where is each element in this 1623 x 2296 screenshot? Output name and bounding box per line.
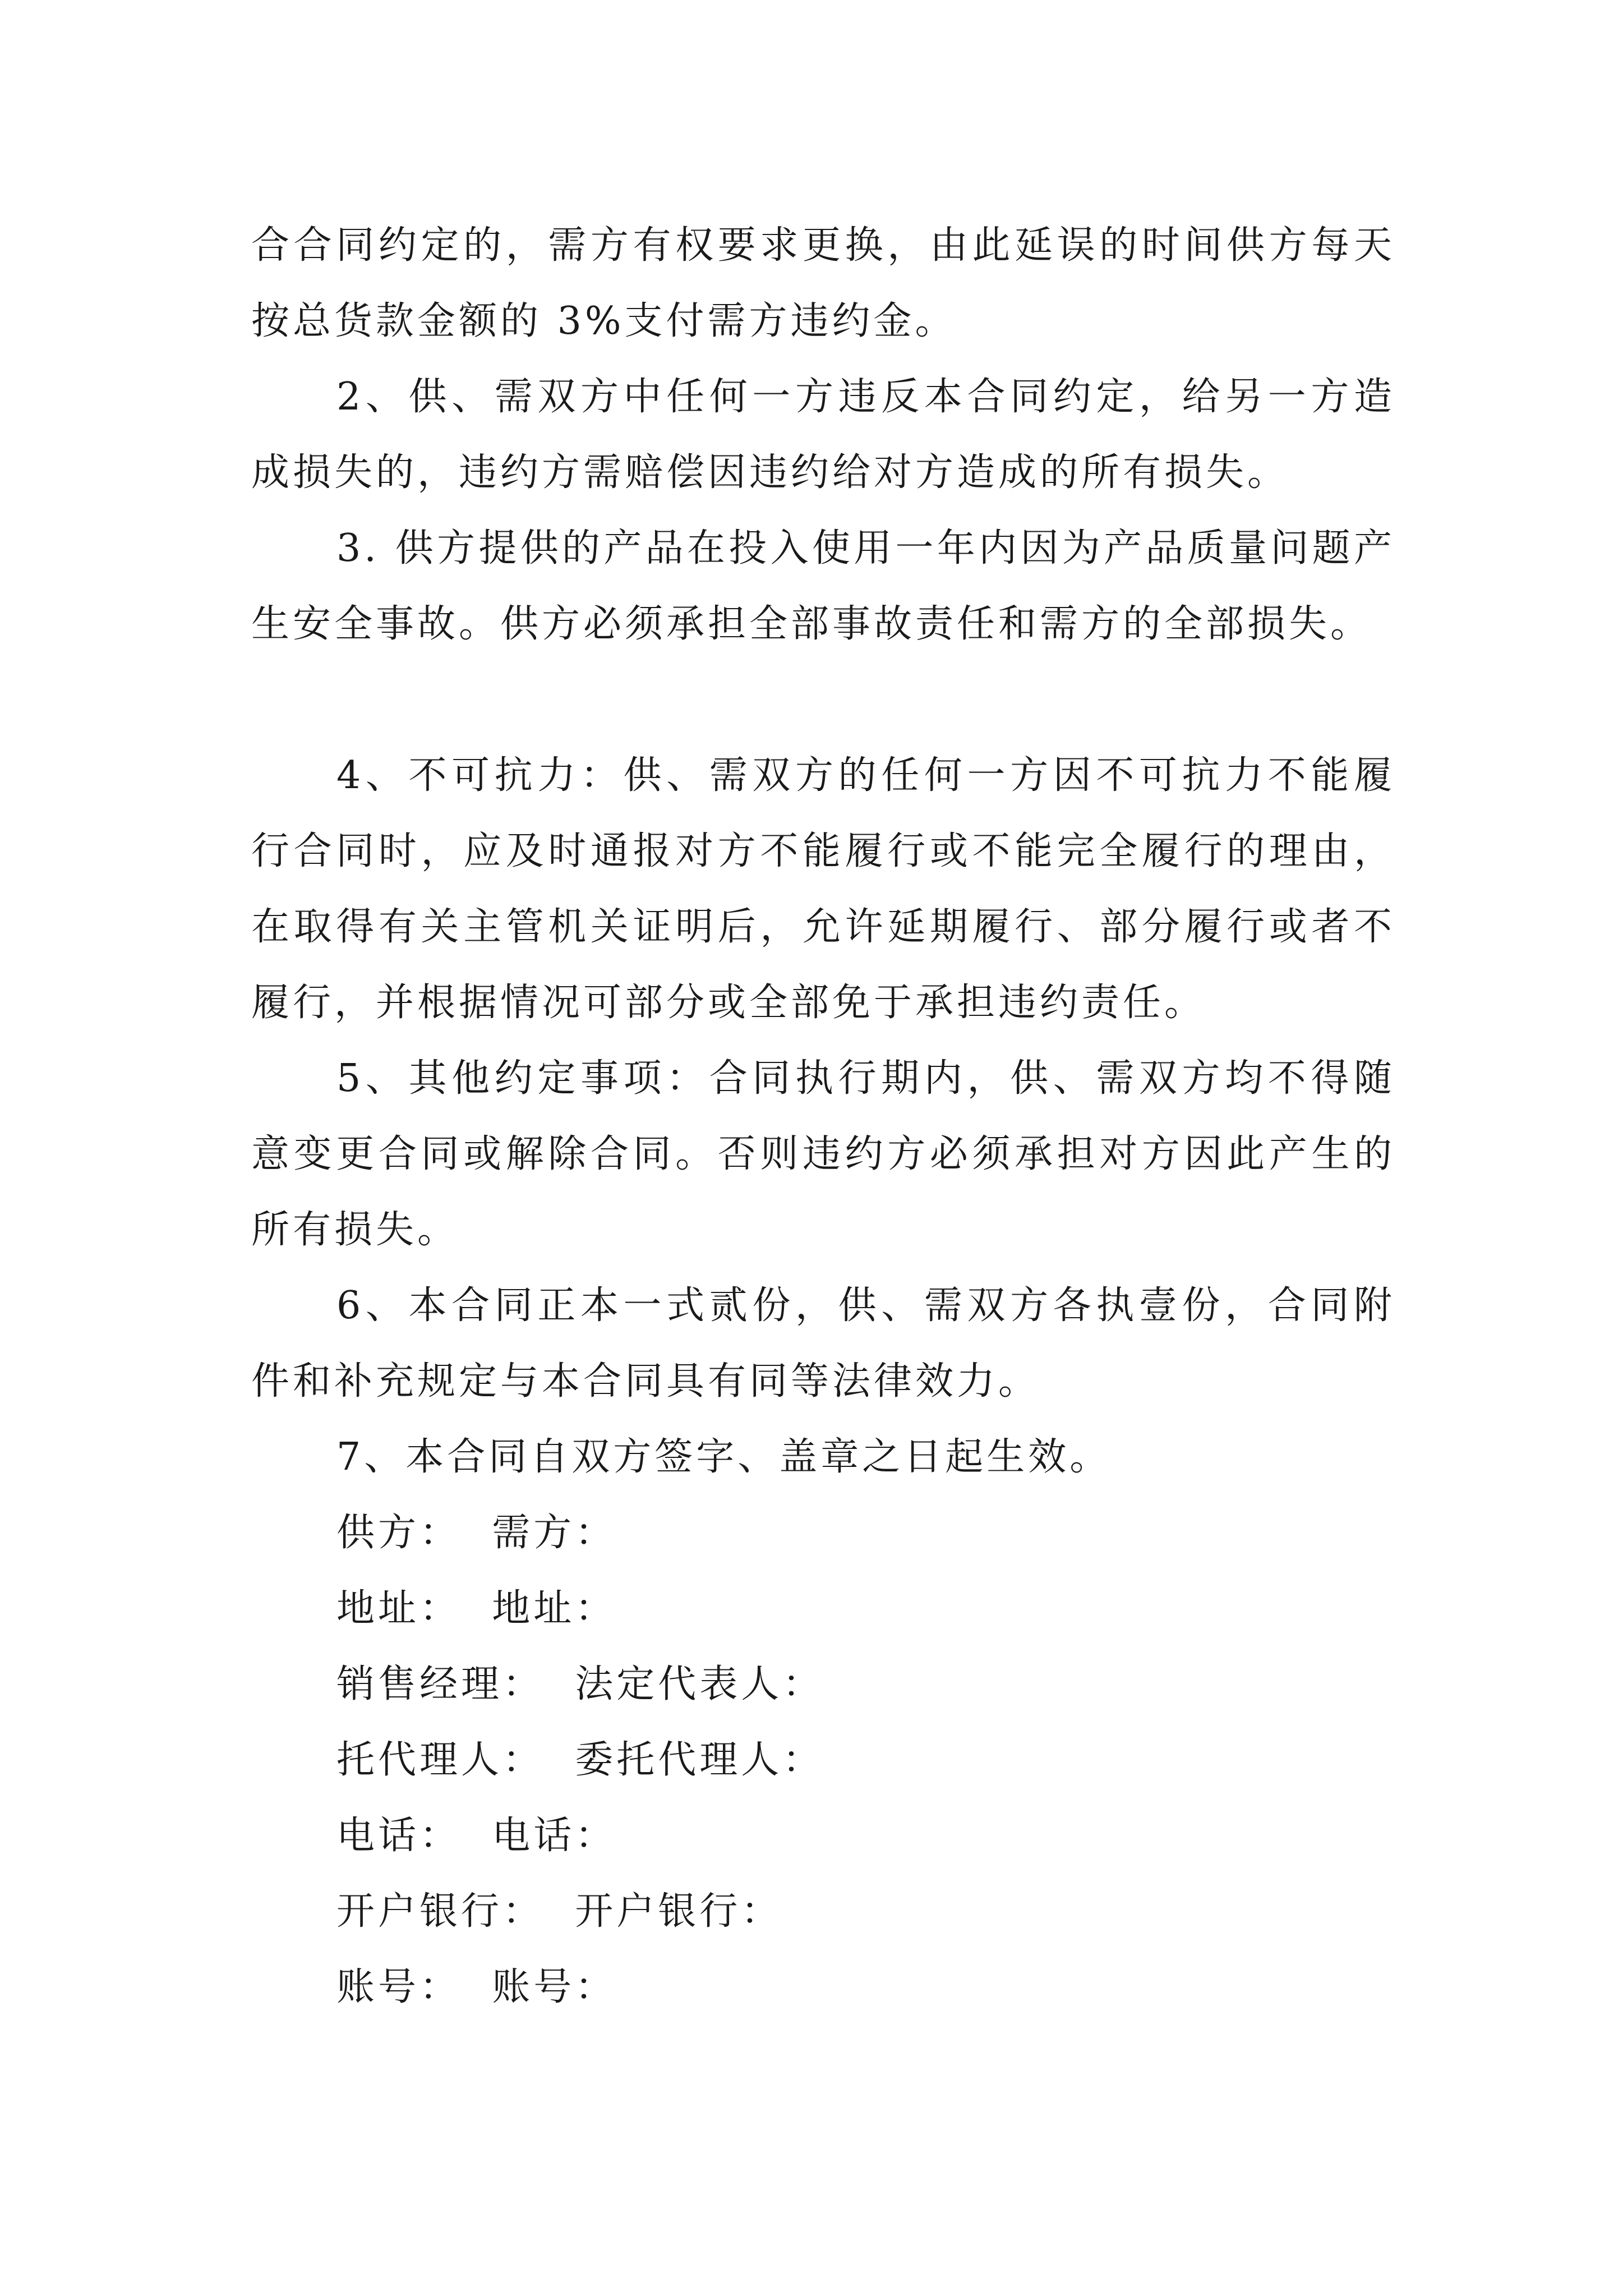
paragraph-continuation: 合合同约定的，需方有权要求更换，由此延误的时间供方每天按总货款金额的 3%支付需方违约金。: [251, 223, 1395, 343]
signature-line-representative: 销售经理： 法定代表人：: [336, 1662, 824, 1706]
signature-line-party: 供方： 需方：: [336, 1511, 617, 1555]
clause-7: 7、本合同自双方签字、盖章之日起生效。: [336, 1435, 1112, 1479]
clause-5: 5、其他约定事项：合同执行期内，供、需双方均不得随意变更合同或解除合同。否则违约方必须承担对方因此产生的所有损失。: [251, 1056, 1395, 1252]
signature-line-agent: 托代理人： 委托代理人：: [336, 1738, 824, 1782]
clause-2: 2、供、需双方中任何一方违反本合同约定，给另一方造成损失的，违约方需赔偿因违约给对方造成的所有损失。: [251, 375, 1395, 495]
clause-4: 4、不可抗力：供、需双方的任何一方因不可抗力不能履行合同时，应及时通报对方不能履行或不能完全履行的理由，在取得有关主管机关证明后，允许延期履行、部分履行或者不履行，并根据情况可部分或全部免于承担违约责任。: [251, 753, 1395, 1025]
clause-6: 6、本合同正本一式贰份，供、需双方各执壹份，合同附件和补充规定与本合同具有同等法律效力。: [251, 1283, 1395, 1404]
signature-line-address: 地址： 地址：: [336, 1586, 617, 1631]
signature-line-phone: 电话： 电话：: [336, 1814, 617, 1858]
signature-line-account: 账号： 账号：: [336, 1965, 617, 2009]
signature-line-bank: 开户银行： 开户银行：: [336, 1889, 783, 1934]
clause-3: 3. 供方提供的产品在投入使用一年内因为产品质量问题产生安全事故。供方必须承担全部事故责任和需方的全部损失。: [251, 526, 1395, 646]
